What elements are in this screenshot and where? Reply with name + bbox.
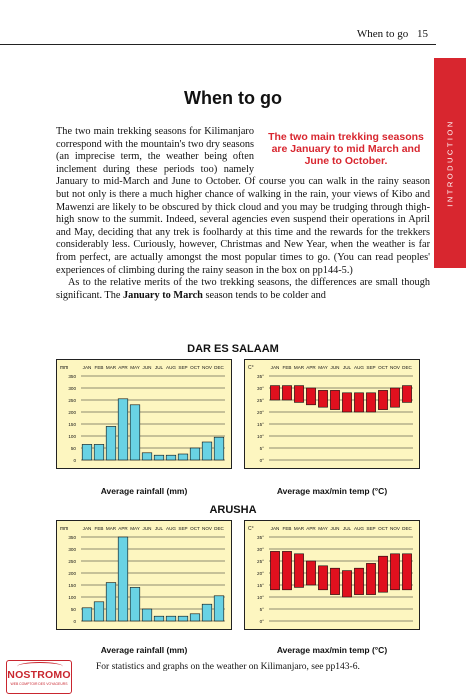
y-tick-label: 5° [259,607,264,612]
paragraph-2-end: season tends to be colder and [202,289,326,301]
publisher-logo [6,660,72,694]
pull-quote: The two main trekking seasons are January to mid March and June to October. [268,131,424,168]
temperature-bar [378,556,387,592]
rainfall-bar [94,602,104,621]
month-label: AUG [354,526,364,531]
rainfall-chart-dar [57,360,231,468]
month-label: MAR [105,526,117,531]
rainfall-bar [166,455,176,460]
month-label: DEC [214,365,224,370]
chart-panel-arusha-rain [56,520,232,630]
rain-caption-dar: Average rainfall (mm) [100,486,188,496]
temperature-chart-arusha [245,521,419,629]
logo-tagline: WEB COMPTOIR DES VOYAGEURS [10,682,68,686]
month-label: JUN [330,526,340,531]
chart-panel-dar-temp [244,359,420,469]
rainfall-bar [118,537,128,621]
temperature-bar [378,390,387,409]
month-label: MAY [130,526,140,531]
month-label: FEB [94,526,104,531]
header-rule [0,44,436,45]
rainfall-bar [82,444,92,460]
y-tick-label: 20° [257,571,264,576]
y-tick-label: 300 [68,386,76,391]
month-label: OCT [378,526,388,531]
paragraph-1-text: The two main trekking seasons for Kilimanjaro correspond with the mountain's two dry seasons (an imprecise term, the weather being often inclement during these periods too) namely January to mid-March and June to October. Of course you can walk in the rainy season but not only is there a much higher chance of walking in the rain, your views of Kibo and Mawenzi are likely to be obscured by thick cloud and you may be trudging through thigh-high snow to the summit. Indeed, several agencies even suspend their operations in April and May, deciding that any trek is foolhardy at this time and the rewards for the trekkers considerably less. Curiously, however, Christmas and New Year, when the weather is far from perfect, are actually amongst the most popular times to go. (You can read peoples' experiences of climbing during the rainy season in the box on pp144-5.) [56,126,430,276]
y-tick-label: 0 [73,619,76,624]
month-label: APR [306,365,316,370]
rainfall-bar [166,616,176,621]
page-number: 15 [417,28,428,40]
temperature-bar [354,393,363,412]
month-label: DEC [214,526,224,531]
chart-panel-dar-rain [56,359,232,469]
y-tick-label: 0° [259,458,264,463]
logo-wordmark: NOSTROMO [7,669,71,681]
month-label: OCT [190,365,200,370]
month-label: MAY [318,526,328,531]
y-tick-label: 300 [68,547,76,552]
paragraph-2-bold: January to March [123,289,203,301]
article-body [56,126,430,302]
unit-label: C° [248,365,254,371]
running-head [351,28,428,40]
rainfall-bar [130,405,140,460]
month-label: FEB [282,526,292,531]
rainfall-bar [202,442,212,460]
month-label: MAR [105,365,117,370]
month-label: MAY [130,365,140,370]
y-tick-label: 5° [259,446,264,451]
station-title-dar: DAR ES SALAAM [187,343,279,355]
month-label: JAN [82,365,92,370]
temperature-bar [402,554,411,590]
month-label: FEB [282,365,292,370]
paragraph-1 [56,126,430,277]
temp-caption-arusha: Average max/min temp (°C) [276,645,388,655]
rainfall-bar [82,608,92,621]
temperature-bar [270,551,279,589]
rainfall-bar [202,604,212,621]
month-label: SEP [366,526,376,531]
month-label: JUL [154,365,164,370]
y-tick-label: 10° [257,595,264,600]
paragraph-2 [56,277,430,302]
month-label: OCT [190,526,200,531]
temp-caption-dar: Average max/min temp (°C) [276,486,388,496]
temperature-bar [306,561,315,585]
y-tick-label: 15° [257,583,264,588]
y-tick-label: 25° [257,559,264,564]
y-tick-label: 30° [257,547,264,552]
y-tick-label: 30° [257,386,264,391]
month-label: SEP [178,526,188,531]
logo-arc-decoration [17,662,63,671]
rainfall-bar [130,587,140,621]
y-tick-label: 0 [73,458,76,463]
rainfall-bar [154,616,164,621]
station-title-arusha: ARUSHA [209,504,257,516]
rainfall-bar [214,437,224,460]
temperature-bar [390,388,399,407]
rainfall-bar [106,583,116,621]
temperature-bar [318,566,327,590]
y-tick-label: 0° [259,619,264,624]
y-tick-label: 200 [68,571,76,576]
rainfall-bar [190,448,200,460]
y-tick-label: 35° [257,374,264,379]
section-tab-label: INTRODUCTION [445,119,455,207]
y-tick-label: 250 [68,398,76,403]
temperature-bar [354,568,363,594]
y-tick-label: 50 [70,446,76,451]
y-tick-label: 20° [257,410,264,415]
temperature-bar [294,554,303,588]
rainfall-bar [178,454,188,460]
month-label: NOV [390,526,400,531]
month-label: FEB [94,365,104,370]
month-label: JUN [142,526,152,531]
rainfall-bar [178,616,188,621]
y-tick-label: 35° [257,535,264,540]
temperature-bar [390,554,399,590]
month-label: JUL [154,526,164,531]
month-label: JUN [330,365,340,370]
rainfall-bar [118,399,128,460]
temperature-bar [330,390,339,409]
y-tick-label: 100 [68,595,76,600]
temperature-bar [306,388,315,405]
footnote: For statistics and graphs on the weather on Kilimanjaro, see pp143-6. [96,662,360,672]
month-label: APR [306,526,316,531]
rainfall-bar [106,426,116,460]
running-title: When to go [356,28,409,40]
unit-label: C° [248,526,254,532]
rainfall-bar [214,596,224,621]
rainfall-bar [142,453,152,460]
temperature-bar [342,571,351,597]
month-label: OCT [378,365,388,370]
month-label: JUL [342,526,352,531]
temperature-bar [270,386,279,400]
month-label: NOV [390,365,400,370]
month-label: AUG [354,365,364,370]
month-label: AUG [166,365,176,370]
month-label: MAR [293,526,305,531]
rainfall-bar [142,609,152,621]
y-tick-label: 15° [257,422,264,427]
temperature-bar [402,386,411,403]
y-tick-label: 350 [68,374,76,379]
temperature-bar [366,393,375,412]
temperature-bar [366,563,375,594]
temperature-chart-dar [245,360,419,468]
month-label: MAR [293,365,305,370]
temperature-bar [282,551,291,589]
rain-caption-arusha: Average rainfall (mm) [100,645,188,655]
rainfall-chart-arusha [57,521,231,629]
y-tick-label: 10° [257,434,264,439]
rainfall-bar [154,455,164,460]
y-tick-label: 150 [68,422,76,427]
y-tick-label: 100 [68,434,76,439]
y-tick-label: 50 [70,607,76,612]
unit-label: mm [60,526,69,532]
month-label: JUL [342,365,352,370]
month-label: SEP [178,365,188,370]
month-label: SEP [366,365,376,370]
y-tick-label: 200 [68,410,76,415]
month-label: APR [118,365,128,370]
y-tick-label: 150 [68,583,76,588]
y-tick-label: 350 [68,535,76,540]
month-label: MAY [318,365,328,370]
month-label: NOV [202,365,212,370]
temperature-bar [282,386,291,400]
temperature-bar [318,390,327,407]
month-label: JAN [270,526,280,531]
month-label: NOV [202,526,212,531]
month-label: JAN [270,365,280,370]
y-tick-label: 25° [257,398,264,403]
month-label: AUG [166,526,176,531]
rainfall-bar [190,614,200,621]
temperature-bar [342,393,351,412]
temperature-bar [330,568,339,594]
month-label: JUN [142,365,152,370]
month-label: JAN [82,526,92,531]
temperature-bar [294,386,303,403]
chart-panel-arusha-temp [244,520,420,630]
rainfall-bar [94,444,104,460]
unit-label: mm [60,365,69,371]
y-tick-label: 250 [68,559,76,564]
page-title: When to go [184,88,282,108]
month-label: DEC [402,365,412,370]
paragraph-2-start: As to the relative merits of the two trekking seasons, the differences are small though significant. The [56,277,430,301]
month-label: DEC [402,526,412,531]
month-label: APR [118,526,128,531]
